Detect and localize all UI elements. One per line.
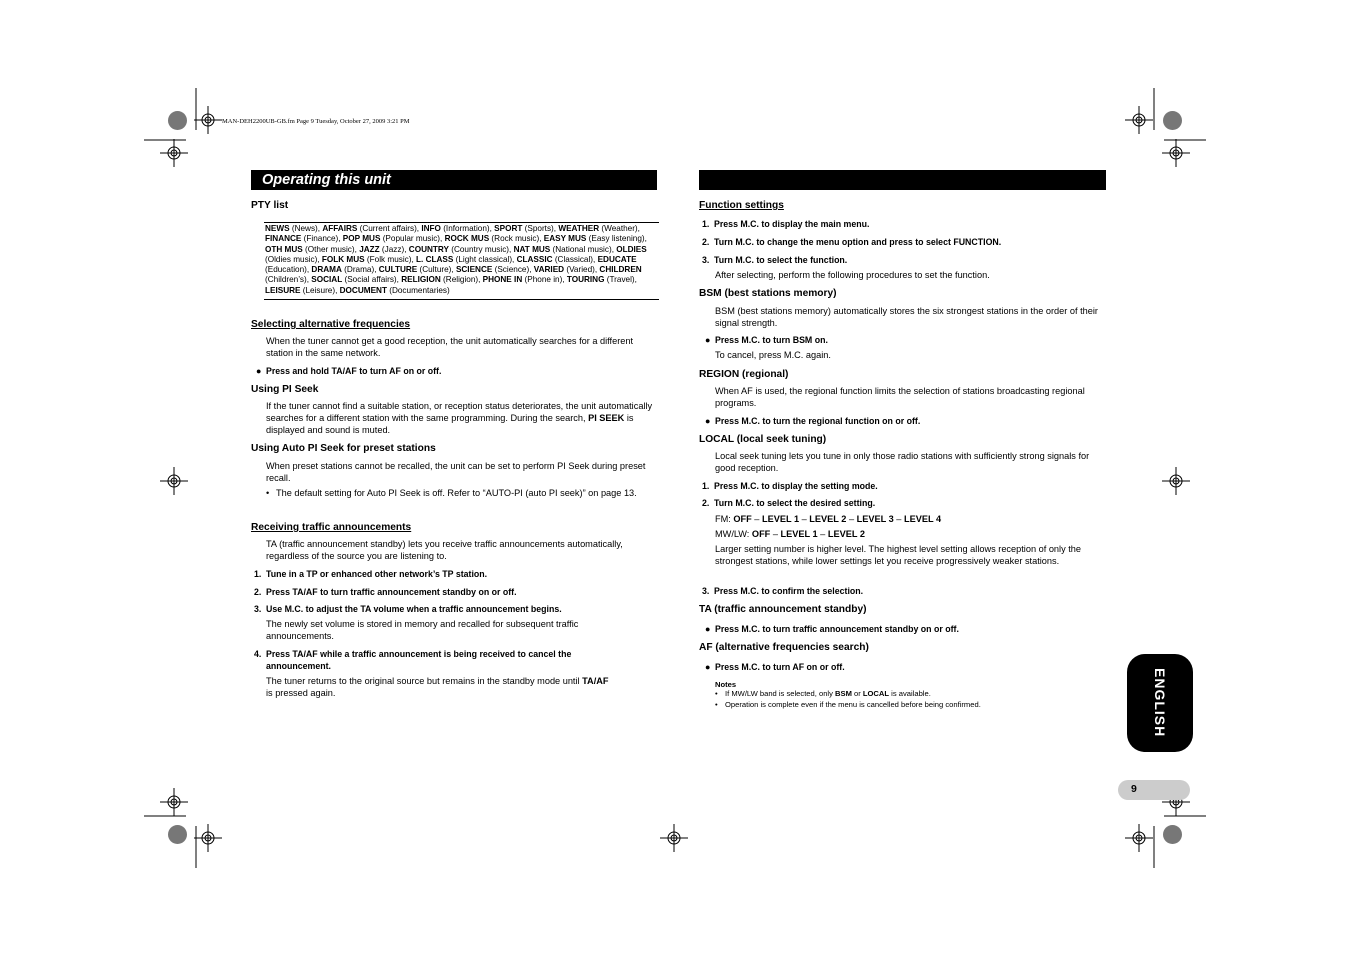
step-text: Press M.C. to display the main menu.	[714, 219, 870, 229]
pty-desc: (News),	[289, 224, 323, 233]
pty-desc: (Religion),	[440, 275, 483, 285]
pty-code: DRAMA	[311, 265, 342, 275]
note-1	[715, 689, 931, 700]
level-separator: –	[846, 514, 857, 524]
pty-desc: (Weather),	[599, 224, 640, 233]
level-value: LEVEL 1	[780, 529, 818, 539]
bsm-bullet	[705, 334, 828, 346]
bullet-icon: ●	[705, 335, 711, 345]
step-text: Turn M.C. to change the menu option and press to select FUNCTION.	[714, 237, 1002, 247]
level-value: LEVEL 2	[809, 514, 847, 524]
pty-desc: (Light classical),	[453, 254, 517, 264]
pty-desc: (National music),	[550, 244, 617, 254]
step-text: Press TA/AF while a traffic announcement is being received to cancel the	[266, 649, 572, 659]
pty-code: EASY MUS	[543, 234, 587, 244]
step-text: Press M.C. to display the setting mode.	[714, 481, 878, 491]
local-step-3: 3. Press M.C. to confirm the selection.	[702, 586, 864, 596]
af-heading: AF (alternative frequencies search)	[699, 642, 869, 653]
bullet-icon: ●	[705, 416, 711, 426]
pty-desc: (Culture),	[417, 265, 456, 275]
auto-pi-note-text: The default setting for Auto PI Seek is off. Refer to “AUTO-PI (auto PI seek)” on page 13.	[276, 488, 637, 498]
pty-code: NAT MUS	[513, 244, 551, 254]
pty-code: CULTURE	[378, 265, 418, 275]
pty-code: L. CLASS	[416, 254, 454, 264]
notes-heading: Notes	[715, 680, 737, 689]
pty-desc: (Other music),	[302, 244, 360, 254]
pi-seek-heading: Using PI Seek	[251, 384, 319, 395]
registration-dot-icon	[1163, 825, 1182, 844]
pty-code: INFO	[421, 224, 441, 233]
pty-desc: (Drama),	[341, 265, 379, 275]
mwlw-levels	[715, 528, 865, 540]
pty-code: JAZZ	[359, 244, 380, 254]
af-bullet	[705, 661, 845, 673]
local-body: Local seek tuning lets you tune in only those radio stations with sufficiently strong signals for good reception.	[715, 451, 1090, 473]
language-tab-label: ENGLISH	[1152, 668, 1168, 738]
pty-desc: (Science),	[492, 265, 534, 275]
traffic-step-4: 4. Press TA/AF while a traffic announcement is being received to cancel the announcement.	[254, 649, 572, 671]
bullet-icon: ●	[705, 624, 711, 634]
region-body: When AF is used, the regional function limits the selection of stations broadcasting regional programs.	[715, 386, 1085, 408]
registration-dot-icon	[168, 825, 187, 844]
ta-heading: TA (traffic announcement standby)	[699, 604, 867, 615]
bsm-cancel: To cancel, press M.C. again.	[715, 350, 831, 360]
pty-desc: (Children’s),	[265, 275, 312, 285]
func-step-2: 2. Turn M.C. to change the menu option and press to select FUNCTION.	[702, 237, 1002, 247]
step-text: Use M.C. to adjust the TA volume when a traffic announcement begins.	[266, 604, 562, 614]
local-heading: LOCAL (local seek tuning)	[699, 434, 827, 445]
bullet-text: Press and hold TA/AF to turn AF on or off.	[266, 366, 442, 376]
step-text: Press M.C. to confirm the selection.	[714, 586, 864, 596]
registration-dot-icon	[1163, 111, 1182, 130]
level-value: LEVEL 3	[856, 514, 894, 524]
pty-code: AFFAIRS	[322, 224, 358, 233]
level-separator: –	[770, 529, 781, 539]
fm-prefix: FM:	[715, 514, 734, 524]
pty-code: NEWS	[265, 224, 290, 233]
level-separator: –	[799, 514, 810, 524]
auto-pi-body: When preset stations cannot be recalled, the unit can be set to perform PI Seek during preset recall.	[266, 461, 646, 483]
auto-pi-heading: Using Auto PI Seek for preset stations	[251, 443, 436, 454]
pty-code: COUNTRY	[408, 244, 449, 254]
section-bar-right	[699, 170, 1106, 190]
bullet-text: Press M.C. to turn traffic announcement standby on or off.	[715, 624, 959, 634]
pty-code: TOURING	[566, 275, 605, 285]
print-header: MAN-DEH2200UB-GB.fm Page 9 Tuesday, October 27, 2009 3:21 PM	[222, 118, 410, 125]
pty-code: RELIGION	[401, 275, 441, 285]
region-heading: REGION (regional)	[699, 369, 789, 380]
func-step-3-body: After selecting, perform the following procedures to set the function.	[715, 270, 990, 280]
pty-code: SCIENCE	[455, 265, 493, 275]
pty-desc: (Folk music),	[364, 254, 417, 264]
pty-code: WEATHER	[558, 224, 600, 233]
note-bullet: •	[715, 689, 718, 698]
pi-seek-text: If the tuner cannot find a suitable station, or reception status deteriorates, the unit automatically searches for a different station with the same programming. During the search,	[266, 401, 653, 423]
note-bullet: •	[715, 700, 718, 709]
pty-code: FINANCE	[265, 234, 302, 244]
pty-code: ROCK MUS	[444, 234, 490, 244]
pty-desc: (Country music),	[448, 244, 514, 254]
pty-desc: (Leisure),	[300, 285, 340, 295]
step-text: Tune in a TP or enhanced other network’s TP station.	[266, 569, 488, 579]
pty-desc: (Oldies music),	[265, 254, 322, 264]
language-tab	[1127, 654, 1193, 752]
note-text: is available.	[889, 689, 931, 698]
pty-code: SOCIAL	[311, 275, 343, 285]
pty-desc: (Social affairs),	[342, 275, 402, 285]
local-step-2: 2. Turn M.C. to select the desired setting.	[702, 498, 876, 508]
pty-code: CLASSIC	[516, 254, 553, 264]
note-text: or	[851, 689, 863, 698]
pty-code: EDUCATE	[597, 254, 637, 264]
pty-desc: (Jazz),	[379, 244, 409, 254]
step-text-cont: announcement.	[266, 661, 332, 671]
note-bold: BSM	[835, 689, 852, 698]
region-bullet	[705, 415, 920, 427]
pty-desc: (Easy listening),	[586, 234, 647, 244]
pty-desc: (Documentaries)	[386, 285, 450, 295]
func-heading: Function settings	[699, 200, 784, 211]
pty-desc: (Information),	[440, 224, 495, 233]
pty-code: CHILDREN	[599, 265, 642, 275]
pi-seek-body	[266, 400, 656, 436]
pty-desc: (Education),	[265, 265, 312, 275]
level-separator: –	[751, 514, 762, 524]
pty-code: PHONE IN	[482, 275, 523, 285]
pty-heading: PTY list	[251, 200, 289, 211]
mwlw-prefix: MW/LW:	[715, 529, 752, 539]
traffic-heading: Receiving traffic announcements	[251, 522, 412, 533]
pty-desc: (Sports),	[522, 224, 559, 233]
level-value: LEVEL 2	[827, 529, 865, 539]
traffic-step-3-body: The newly set volume is stored in memory and recalled for subsequent traffic announcements.	[266, 619, 579, 641]
func-step-1: 1. Press M.C. to display the main menu.	[702, 219, 870, 229]
pty-code: LEISURE	[265, 285, 301, 295]
bsm-heading: BSM (best stations memory)	[699, 288, 837, 299]
level-separator: –	[893, 514, 904, 524]
alt-freq-body: When the tuner cannot get a good reception, the unit automatically searches for a different station in the same network.	[266, 336, 634, 358]
local-levels-body: Larger setting number is higher level. The highest level setting allows reception of only the strongest stations, while lower settings let you receive progressively weaker stations.	[715, 544, 1082, 566]
pty-desc: (Current affairs),	[357, 224, 422, 233]
pi-seek-text-end: is displayed and sound is muted.	[266, 413, 634, 435]
pty-desc: (Phone in),	[522, 275, 567, 285]
pty-list	[264, 222, 659, 300]
note-text: If MW/LW band is selected, only	[725, 689, 836, 698]
traffic-step-4-body	[266, 675, 656, 699]
level-value: OFF	[751, 529, 771, 539]
bsm-body: BSM (best stations memory) automatically stores the six strongest stations in the order of their signal strength.	[715, 306, 1098, 328]
alt-freq-heading: Selecting alternative frequencies	[251, 319, 411, 330]
bullet-icon: ●	[256, 366, 262, 376]
level-value: LEVEL 1	[761, 514, 800, 524]
traffic-body: TA (traffic announcement standby) lets you receive traffic announcements automatically, regardless of the source you are listening to.	[266, 539, 623, 561]
bullet-text: Press M.C. to turn the regional function on or off.	[715, 416, 921, 426]
pty-code: OLDIES	[616, 244, 647, 254]
step-text: Turn M.C. to select the desired setting.	[714, 498, 876, 508]
section-title: Operating this unit	[262, 172, 391, 188]
traffic-step-2: 2. Press TA/AF to turn traffic announcement standby on or off.	[254, 587, 517, 597]
step-text: Turn M.C. to select the function.	[714, 255, 848, 265]
pty-code: FOLK MUS	[321, 254, 365, 264]
level-separator: –	[817, 529, 828, 539]
bullet-text: Press M.C. to turn BSM on.	[715, 335, 828, 345]
auto-pi-note	[266, 487, 656, 499]
note-bold: LOCAL	[862, 689, 890, 698]
step4-body-text-end: is pressed again.	[266, 688, 336, 698]
note-text: Operation is complete even if the menu is cancelled before being confirmed.	[725, 700, 981, 709]
section-title-bar	[251, 170, 657, 190]
level-value: LEVEL 4	[903, 514, 942, 524]
page-number: 9	[1131, 783, 1137, 795]
ta-bullet	[705, 623, 959, 635]
level-value: OFF	[733, 514, 752, 524]
traffic-step-1: 1. Tune in a TP or enhanced other network’s TP station.	[254, 569, 488, 579]
pty-desc: (Classical),	[552, 254, 598, 264]
pi-seek-bold: PI SEEK	[588, 413, 625, 423]
pty-desc: (Varied),	[564, 265, 600, 275]
page-number-badge	[1118, 780, 1190, 800]
pty-code: DOCUMENT	[339, 285, 387, 295]
pty-desc: (Popular music),	[380, 234, 445, 244]
pty-code: SPORT	[494, 224, 523, 233]
bullet-icon: ●	[705, 662, 711, 672]
registration-dot-icon	[168, 111, 187, 130]
traffic-step-3: 3. Use M.C. to adjust the TA volume when a traffic announcement begins.	[254, 604, 562, 614]
step4-body-bold: TA/AF	[582, 676, 609, 686]
pty-desc: (Travel),	[604, 275, 637, 285]
local-step-1: 1. Press M.C. to display the setting mode.	[702, 481, 878, 491]
bullet-text: Press M.C. to turn AF on or off.	[715, 662, 845, 672]
fm-levels	[715, 513, 941, 525]
note-bullet: •	[266, 488, 270, 498]
pty-code: POP MUS	[342, 234, 381, 244]
note-2	[715, 700, 981, 711]
pty-code: OTH MUS	[265, 244, 303, 254]
step4-body-text: The tuner returns to the original source but remains in the standby mode until	[266, 676, 583, 686]
pty-code: VARIED	[533, 265, 565, 275]
func-step-3: 3. Turn M.C. to select the function.	[702, 255, 848, 265]
alt-freq-bullet	[256, 365, 441, 377]
pty-desc: (Rock music),	[489, 234, 544, 244]
pty-desc: (Finance),	[301, 234, 343, 244]
step-text: Press TA/AF to turn traffic announcement standby on or off.	[266, 587, 517, 597]
